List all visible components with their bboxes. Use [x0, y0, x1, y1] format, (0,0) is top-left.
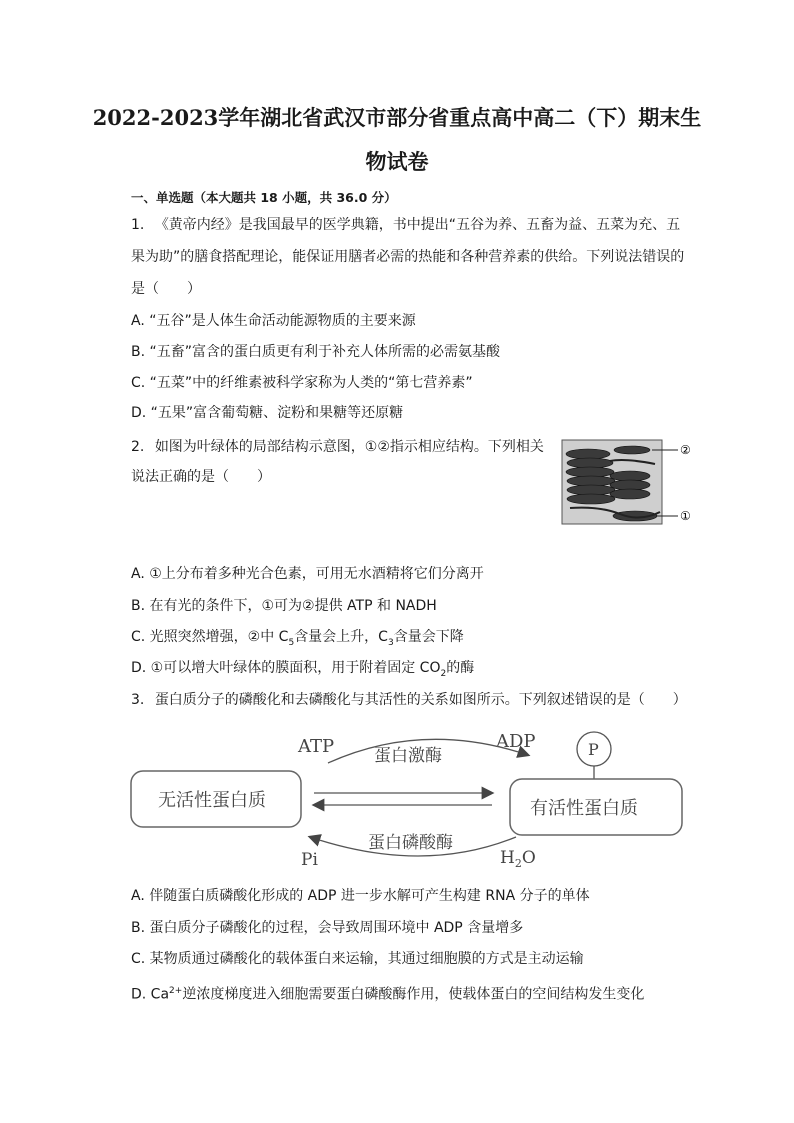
q1-option-b: B. “五畜”富含的蛋白质更有利于补充人体所需的必需氨基酸	[131, 344, 501, 360]
q3-option-c: C. 某物质通过磷酸化的载体蛋白来运输，其通过细胞膜的方式是主动运输	[131, 951, 584, 967]
adp-label: ADP	[496, 731, 536, 752]
phosphatase-label: 蛋白磷酸酶	[368, 833, 453, 853]
q2-option-b: B. 在有光的条件下，①可为②提供 ATP 和 NADH	[131, 598, 437, 614]
q1-number: 1.	[131, 217, 145, 233]
pi-label: Pi	[301, 850, 318, 870]
q3-option-b: B. 蛋白质分子磷酸化的过程，会导致周围环境中 ADP 含量增多	[131, 920, 524, 936]
kinase-label: 蛋白激酶	[374, 746, 442, 766]
q1-option-d: D. “五果”富含葡萄糖、淀粉和果糖等还原糖	[131, 405, 404, 421]
q2-option-c: C. 光照突然增强，②中 $C_5$含量会上升，$C_3$含量会下降	[131, 629, 464, 648]
fig-label-2: ②	[680, 443, 691, 457]
q1-stem-line-2: 果为助”的膳食搭配理论，能保证用膳者必需的热能和各种营养素的供给。下列说法错误的	[131, 249, 685, 265]
q2-stem-line-2: 说法正确的是（ ）	[131, 469, 271, 485]
h2o-label: $H_2O$	[500, 848, 536, 870]
q1-option-c: C. “五菜”中的纤维素被科学家称为人类的“第七营养素”	[131, 375, 473, 391]
active-protein-label: 有活性蛋白质	[530, 798, 638, 819]
q2-option-a: A. ①上分布着多种光合色素，可用无水酒精将它们分离开	[131, 566, 484, 582]
phosphorylation-diagram	[128, 725, 688, 875]
q2-stem-line-1: 2. 如图为叶绿体的局部结构示意图，①②指示相应结构。下列相关	[131, 439, 544, 455]
fig-label-1: ①	[680, 509, 691, 523]
phosphate-label: P	[588, 740, 599, 759]
section-heading: 一、单选题（本大题共 18 小题，共 36.0 分）	[131, 190, 397, 205]
q3-stem: 3. 蛋白质分子的磷酸化和去磷酸化与其活性的关系如图所示。下列叙述错误的是（ ）	[131, 692, 687, 708]
q1-stem-line-3: 是（ ）	[131, 281, 201, 297]
q2-option-d: D. ①可以增大叶绿体的膜面积，用于附着固定 $CO_2$的酶	[131, 660, 475, 679]
chloroplast-figure	[560, 436, 700, 528]
atp-label: ATP	[298, 736, 335, 757]
q2-number: 2.	[131, 439, 145, 455]
q3-option-d: D. $Ca^{2+}$逆浓度梯度进入细胞需要蛋白磷酸酶作用，使载体蛋白的空间结构发生变化	[131, 986, 645, 1003]
q1-stem-line-1: 1. 《黄帝内经》是我国最早的医学典籍，书中提出“五谷为养、五畜为益、五菜为充、五	[131, 217, 681, 233]
exam-title-line-2: 物试卷	[365, 149, 429, 174]
exam-title-line-1: 2022-2023学年湖北省武汉市部分省重点高中高二（下）期末生	[92, 105, 702, 130]
q1-option-a: A. “五谷”是人体生命活动能源物质的主要来源	[131, 313, 416, 329]
q3-option-a: A. 伴随蛋白质磷酸化形成的 ADP 进一步水解可产生构建 RNA 分子的单体	[131, 888, 590, 904]
q3-number: 3.	[131, 692, 145, 708]
inactive-protein-label: 无活性蛋白质	[158, 790, 266, 811]
